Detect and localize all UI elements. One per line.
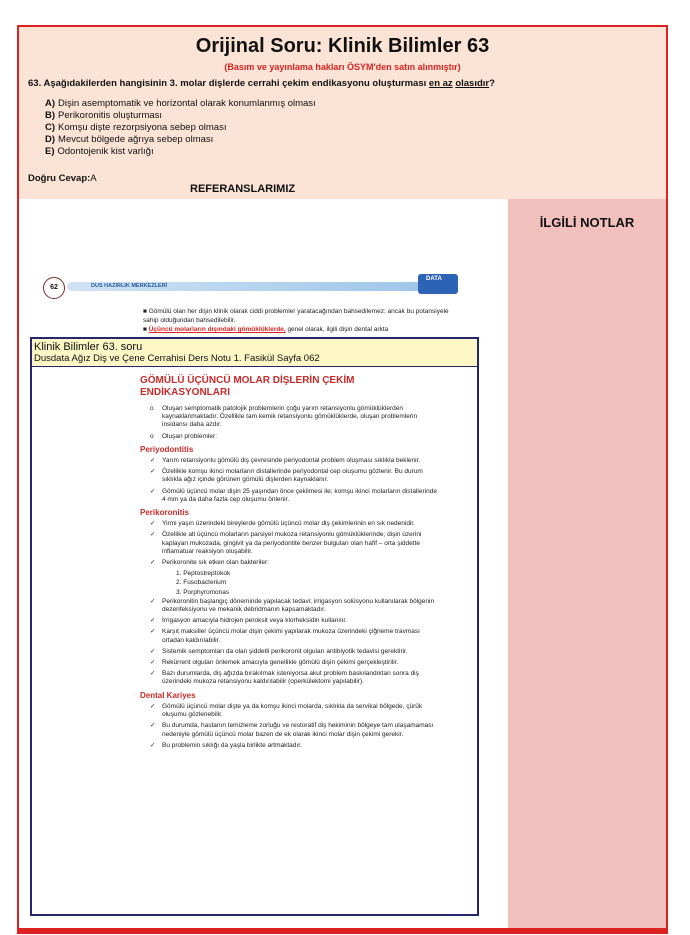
- question-emphasis-1: en az: [428, 78, 453, 89]
- snippet-line-2-rest: genel olarak, ilgili dişin dental arkta: [285, 326, 389, 333]
- document-title: Klinik Bilimler 63. soru: [34, 341, 143, 353]
- list-item: ✓ Perikoronite sık etken olan bakteriler:: [140, 559, 440, 567]
- option-letter: D): [45, 134, 56, 145]
- bacteria-item: 3. Porphyromonas: [176, 588, 230, 596]
- option-text: Mevcut bölgede ağrıya sebep olması: [58, 134, 214, 145]
- option-letter: E): [45, 146, 55, 157]
- snippet-line-1: ■ Gömülü olan her dişin klinik olarak ciddi problemler yaratacağından bahsedilemez; ancak bu potansiyele sahip olduğundan bahsedilebilir.: [143, 308, 449, 324]
- question-panel: [19, 27, 666, 199]
- intro-item: o Oluşan semptomatik patolojik problemlerin çoğu yarım retansiyonlu gömüklüklerden kaynaklanmaktadır. Özellikle tam kemik retansiyonlu gömüklüklerde, oluşan problemlerin insidansı daha azdır.: [140, 405, 440, 430]
- copyright-note: (Basım ve yayınlama hakları ÖSYM'den satın alınmıştır): [224, 62, 461, 72]
- notes-panel: [508, 199, 666, 928]
- reference-document: [30, 337, 479, 916]
- list-item: ✓ İrrigasyon amacıyla hidrojen peroksit veya klorheksidin kullanılır.: [140, 617, 440, 625]
- question-emphasis-2: olasıdır: [455, 78, 490, 89]
- snippet-line-1-text: Gömülü olan her dişin klinik olarak ciddi problemler yaratacağından bahsedilemez; ancak bu potansiyele sahip olduğundan bahsedilebilir.: [143, 308, 449, 324]
- option-text: Dişin asemptomatik ve horizontal olarak konumlanmış olması: [58, 98, 316, 109]
- intro-item: o Oluşan problemler:: [140, 433, 440, 441]
- option-b: [45, 110, 316, 122]
- list-item: ✓ Özellikle komşu ikinci molarların distallerinde periyodontal cep oluşumu gözlenir. Bu durum sıklıkla ağız içinde görünen gömülü dişlerden kaynaklanır.: [140, 468, 440, 484]
- answer-value: A: [90, 173, 97, 184]
- option-a: [45, 98, 316, 110]
- document-header: [32, 339, 477, 367]
- list-item: ✓ Karşıt maksiller üçüncü molar dişin çekimi yapılarak mukoza üzerindeki çiğneme travması ortadan kaldırılabilir.: [140, 628, 440, 644]
- list-item: ✓ Bu durumda, hastanın temizleme zorluğu ve restoratif diş hekiminin bölgeye tam ulaşamaması nedeniyle gömülü üçüncü molar bazen de ek olarak ikinci molar dişin çekimi gerekir.: [140, 722, 440, 738]
- list-item: ✓ Yirmi yaşın üzerindeki bireylerde gömülü üçüncü molar diş çekimlerinin en sık nedenidir.: [140, 520, 440, 528]
- list-item: ✓ Rekürrent olguları önlemek amacıyla genellikle gömülü dişin çekimi gerçekleştirilir.: [140, 659, 440, 667]
- references-title: REFERANSLARIMIZ: [190, 183, 296, 195]
- section-heading: Perikoronitis: [140, 508, 189, 518]
- bacteria-item: 1. Peptostreptokok: [176, 570, 231, 578]
- list-item: ✓ Perikoronitin başlangıç döneminde yapılacak tedavi; irrigasyon solüsyonu kullanılarak bölgenin dezenfeksiyonu ve mekanik debridmanın kapsamaktadır.: [140, 598, 440, 614]
- bacteria-item: 2. Fusobacterium: [176, 579, 227, 587]
- option-text: Perikoronitis oluşturması: [58, 110, 163, 121]
- list-item: ✓ Özellikle alt üçüncü molarların parsiyel mukoza retansiyonlu gömüklüklerinde; dişin üzerini kaplayan mukozada, gingivit ya da periyodontite benzer bulguları olan hafif – orta şiddette inflamatuar reaksiyon oluşabilir.: [140, 531, 440, 556]
- option-d: [45, 134, 316, 146]
- question-text: [28, 78, 495, 89]
- option-letter: B): [45, 110, 56, 121]
- section-heading: Dental Kariyes: [140, 690, 196, 700]
- logo-text: DATA: [426, 276, 442, 282]
- option-text: Komşu dişte rezorpsiyona sebep olması: [58, 122, 227, 133]
- snippet-line-2-red: Üçüncü molarların dışındaki gömüklüklerde,: [148, 326, 286, 333]
- page-header-text: DUS HAZIRLIK MERKEZLERİ: [91, 283, 168, 289]
- list-item: ✓ Gömülü üçüncü molar dişin 25 yaşından önce çekilmesi ile; komşu ikinci molarların distallerinde 4 mm ya da daha fazla cep oluşumu önlenir.: [140, 488, 440, 504]
- dusdata-logo: [418, 274, 458, 294]
- snippet-text: [143, 307, 463, 334]
- document-source: Dusdata Ağız Diş ve Çene Cerrahisi Ders Notu 1. Fasikül Sayfa 062: [34, 353, 320, 364]
- document-heading: GÖMÜLÜ ÜÇÜNCÜ MOLAR DİŞLERİN ÇEKİM ENDİKASYONLARI: [140, 375, 355, 398]
- option-c: [45, 122, 316, 134]
- section-heading: Periyodontitis: [140, 444, 194, 454]
- answer-options: [45, 98, 316, 158]
- list-item: ✓ Bazı durumlarda, diş ağızda bırakılmak isteniyorsa akut problem baskılandıktan sonra diş üzerindeki mukoza retansiyonu kaldırılabilir (operkülektomi yapılabilir).: [140, 670, 440, 686]
- list-item: ✓ Sistemik semptomları da olan şiddetli perikoronit olguları antibiyotik tedavisi gerektirir.: [140, 648, 440, 656]
- option-letter: C): [45, 122, 56, 133]
- question-end: ?: [489, 78, 495, 89]
- notes-title: İLGİLİ NOTLAR: [539, 215, 635, 230]
- bottom-border-bar: [17, 929, 668, 934]
- page-number-badge: 62: [43, 277, 65, 299]
- correct-answer: [28, 173, 97, 184]
- answer-label: Doğru Cevap:: [28, 173, 91, 184]
- page-title: Orijinal Soru: Klinik Bilimler 63: [195, 35, 490, 57]
- list-item: ✓ Yarım retansiyonlu gömülü diş çevresinde periyodontal problem oluşması sıklıkla beklenir.: [140, 457, 440, 465]
- page-header-bar: [67, 282, 427, 291]
- reference-page-snippet: [43, 250, 463, 340]
- snippet-line-2: ■ Üçüncü molarların dışındaki gömüklüklerde, genel olarak, ilgili dişin dental arkta: [143, 326, 389, 333]
- list-item: ✓ Gömülü üçüncü molar dişte ya da komşu ikinci molarda, sıklıkla da servikal bölgede, çürük oluşumu gözlenebilir.: [140, 703, 440, 719]
- document-body: [140, 375, 440, 753]
- option-text: Odontojenik kist varlığı: [57, 146, 154, 157]
- option-letter: A): [45, 98, 56, 109]
- list-item: ✓ Bu problemin sıklığı da yaşla birlikte artmaktadır.: [140, 742, 440, 750]
- option-e: [45, 146, 316, 158]
- question-text-start: 63. Aşağıdakilerden hangisinin 3. molar dişlerde cerrahi çekim endikasyonu oluşturması: [28, 78, 429, 89]
